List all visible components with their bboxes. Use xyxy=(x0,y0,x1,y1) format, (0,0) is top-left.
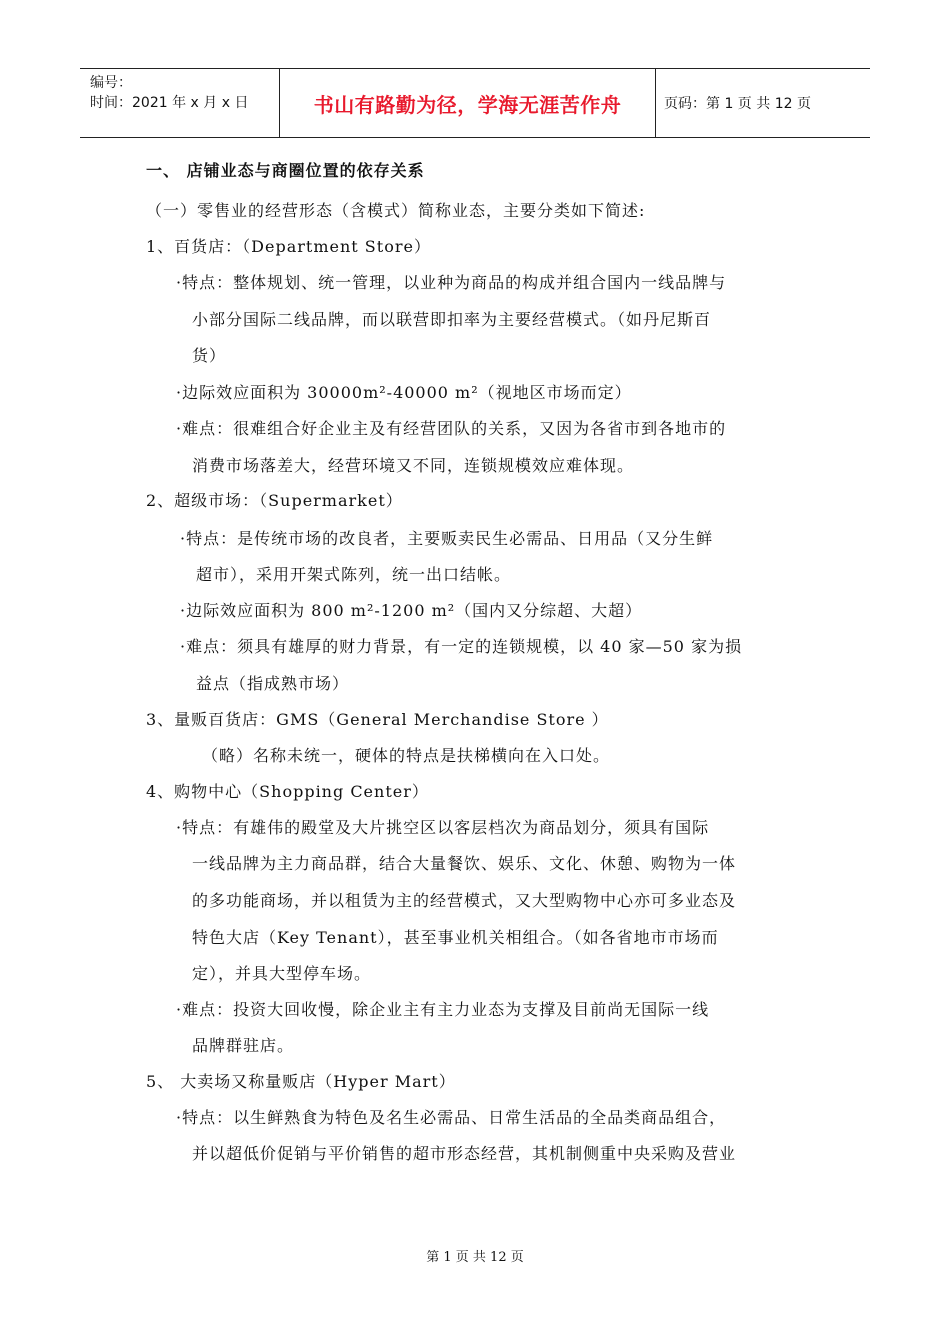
header-motto-cell xyxy=(280,69,656,137)
body-line: 超市），采用开架式陈列，统一出口结帐。 xyxy=(196,565,512,584)
body-line: ·特点：整体规划、统一管理，以业种为商品的构成并组合国内一线品牌与 xyxy=(176,273,727,292)
body-line: 一线品牌为主力商品群，结合大量餐饮、娱乐、文化、休憩、购物为一体 xyxy=(192,854,737,873)
time-label: 时间：2021 年 x 月 x 日 xyxy=(90,95,249,111)
body-line: 消费市场落差大，经营环境又不同，连锁规模效应难体现。 xyxy=(192,456,635,475)
body-line: ·特点：以生鲜熟食为特色及名生必需品、日常生活品的全品类商品组合， xyxy=(176,1108,727,1127)
motto: 书山有路勤为径，学海无涯苦作舟 xyxy=(313,92,622,117)
body-line: 益点（指成熟市场） xyxy=(196,674,350,693)
body-line: 的多功能商场，并以租赁为主的经营模式，又大型购物中心亦可多业态及 xyxy=(192,891,737,910)
body-line: ·特点：是传统市场的改良者，主要贩卖民生必需品、日用品（又分生鲜 xyxy=(180,529,714,548)
body-line: （略）名称未统一，硬体的特点是扶梯横向在入口处。 xyxy=(202,746,611,765)
body-line: ·边际效应面积为 800 m²-1200 m²（国内又分综超、大超） xyxy=(180,601,643,620)
body-line: 货） xyxy=(192,346,227,365)
header-meta xyxy=(80,69,280,137)
section-title: 一、 店铺业态与商圈位置的依存关系 xyxy=(146,161,425,180)
page-footer: 第 1 页 共 12 页 xyxy=(426,1250,524,1265)
item-heading-2: 2、超级市场：（Supermarket） xyxy=(146,491,403,510)
number-label: 编号： xyxy=(90,75,132,91)
body-line: ·难点：须具有雄厚的财力背景，有一定的连锁规模，以 40 家—50 家为损 xyxy=(180,637,743,656)
item-heading-1: 1、百货店：（Department Store） xyxy=(146,237,431,256)
page-info: 页码：第 1 页 共 12 页 xyxy=(664,96,811,112)
body-line: ·难点：很难组合好企业主及有经营团队的关系，又因为各省市到各地市的 xyxy=(176,419,727,438)
body-line: 品牌群驻店。 xyxy=(192,1036,295,1055)
body-line: ·边际效应面积为 30000m²-40000 m²（视地区市场而定） xyxy=(176,383,632,402)
item-heading-3: 3、量贩百货店：GMS（General Merchandise Store ） xyxy=(146,710,609,729)
body-line: 并以超低价促销与平价销售的超市形态经营，其机制侧重中央采购及营业 xyxy=(192,1144,737,1163)
body-line: 定），并具大型停车场。 xyxy=(192,964,372,983)
header-page-info xyxy=(656,69,870,137)
document-header xyxy=(80,68,870,138)
body-line: 小部分国际二线品牌，而以联营即扣率为主要经营模式。（如丹尼斯百 xyxy=(192,310,712,329)
body-line: ·难点：投资大回收慢，除企业主有主力业态为支撑及目前尚无国际一线 xyxy=(176,1000,710,1019)
item-heading-4: 4、购物中心（Shopping Center） xyxy=(146,782,429,801)
body-line: 特色大店（Key Tenant），甚至事业机关相组合。（如各省地市市场而 xyxy=(192,928,719,947)
body-line: ·特点：有雄伟的殿堂及大片挑空区以客层档次为商品划分，须具有国际 xyxy=(176,818,710,837)
intro-line: （一）零售业的经营形态（含模式）简称业态，主要分类如下简述: xyxy=(146,201,646,220)
item-heading-5: 5、 大卖场又称量贩店（Hyper Mart） xyxy=(146,1072,456,1091)
